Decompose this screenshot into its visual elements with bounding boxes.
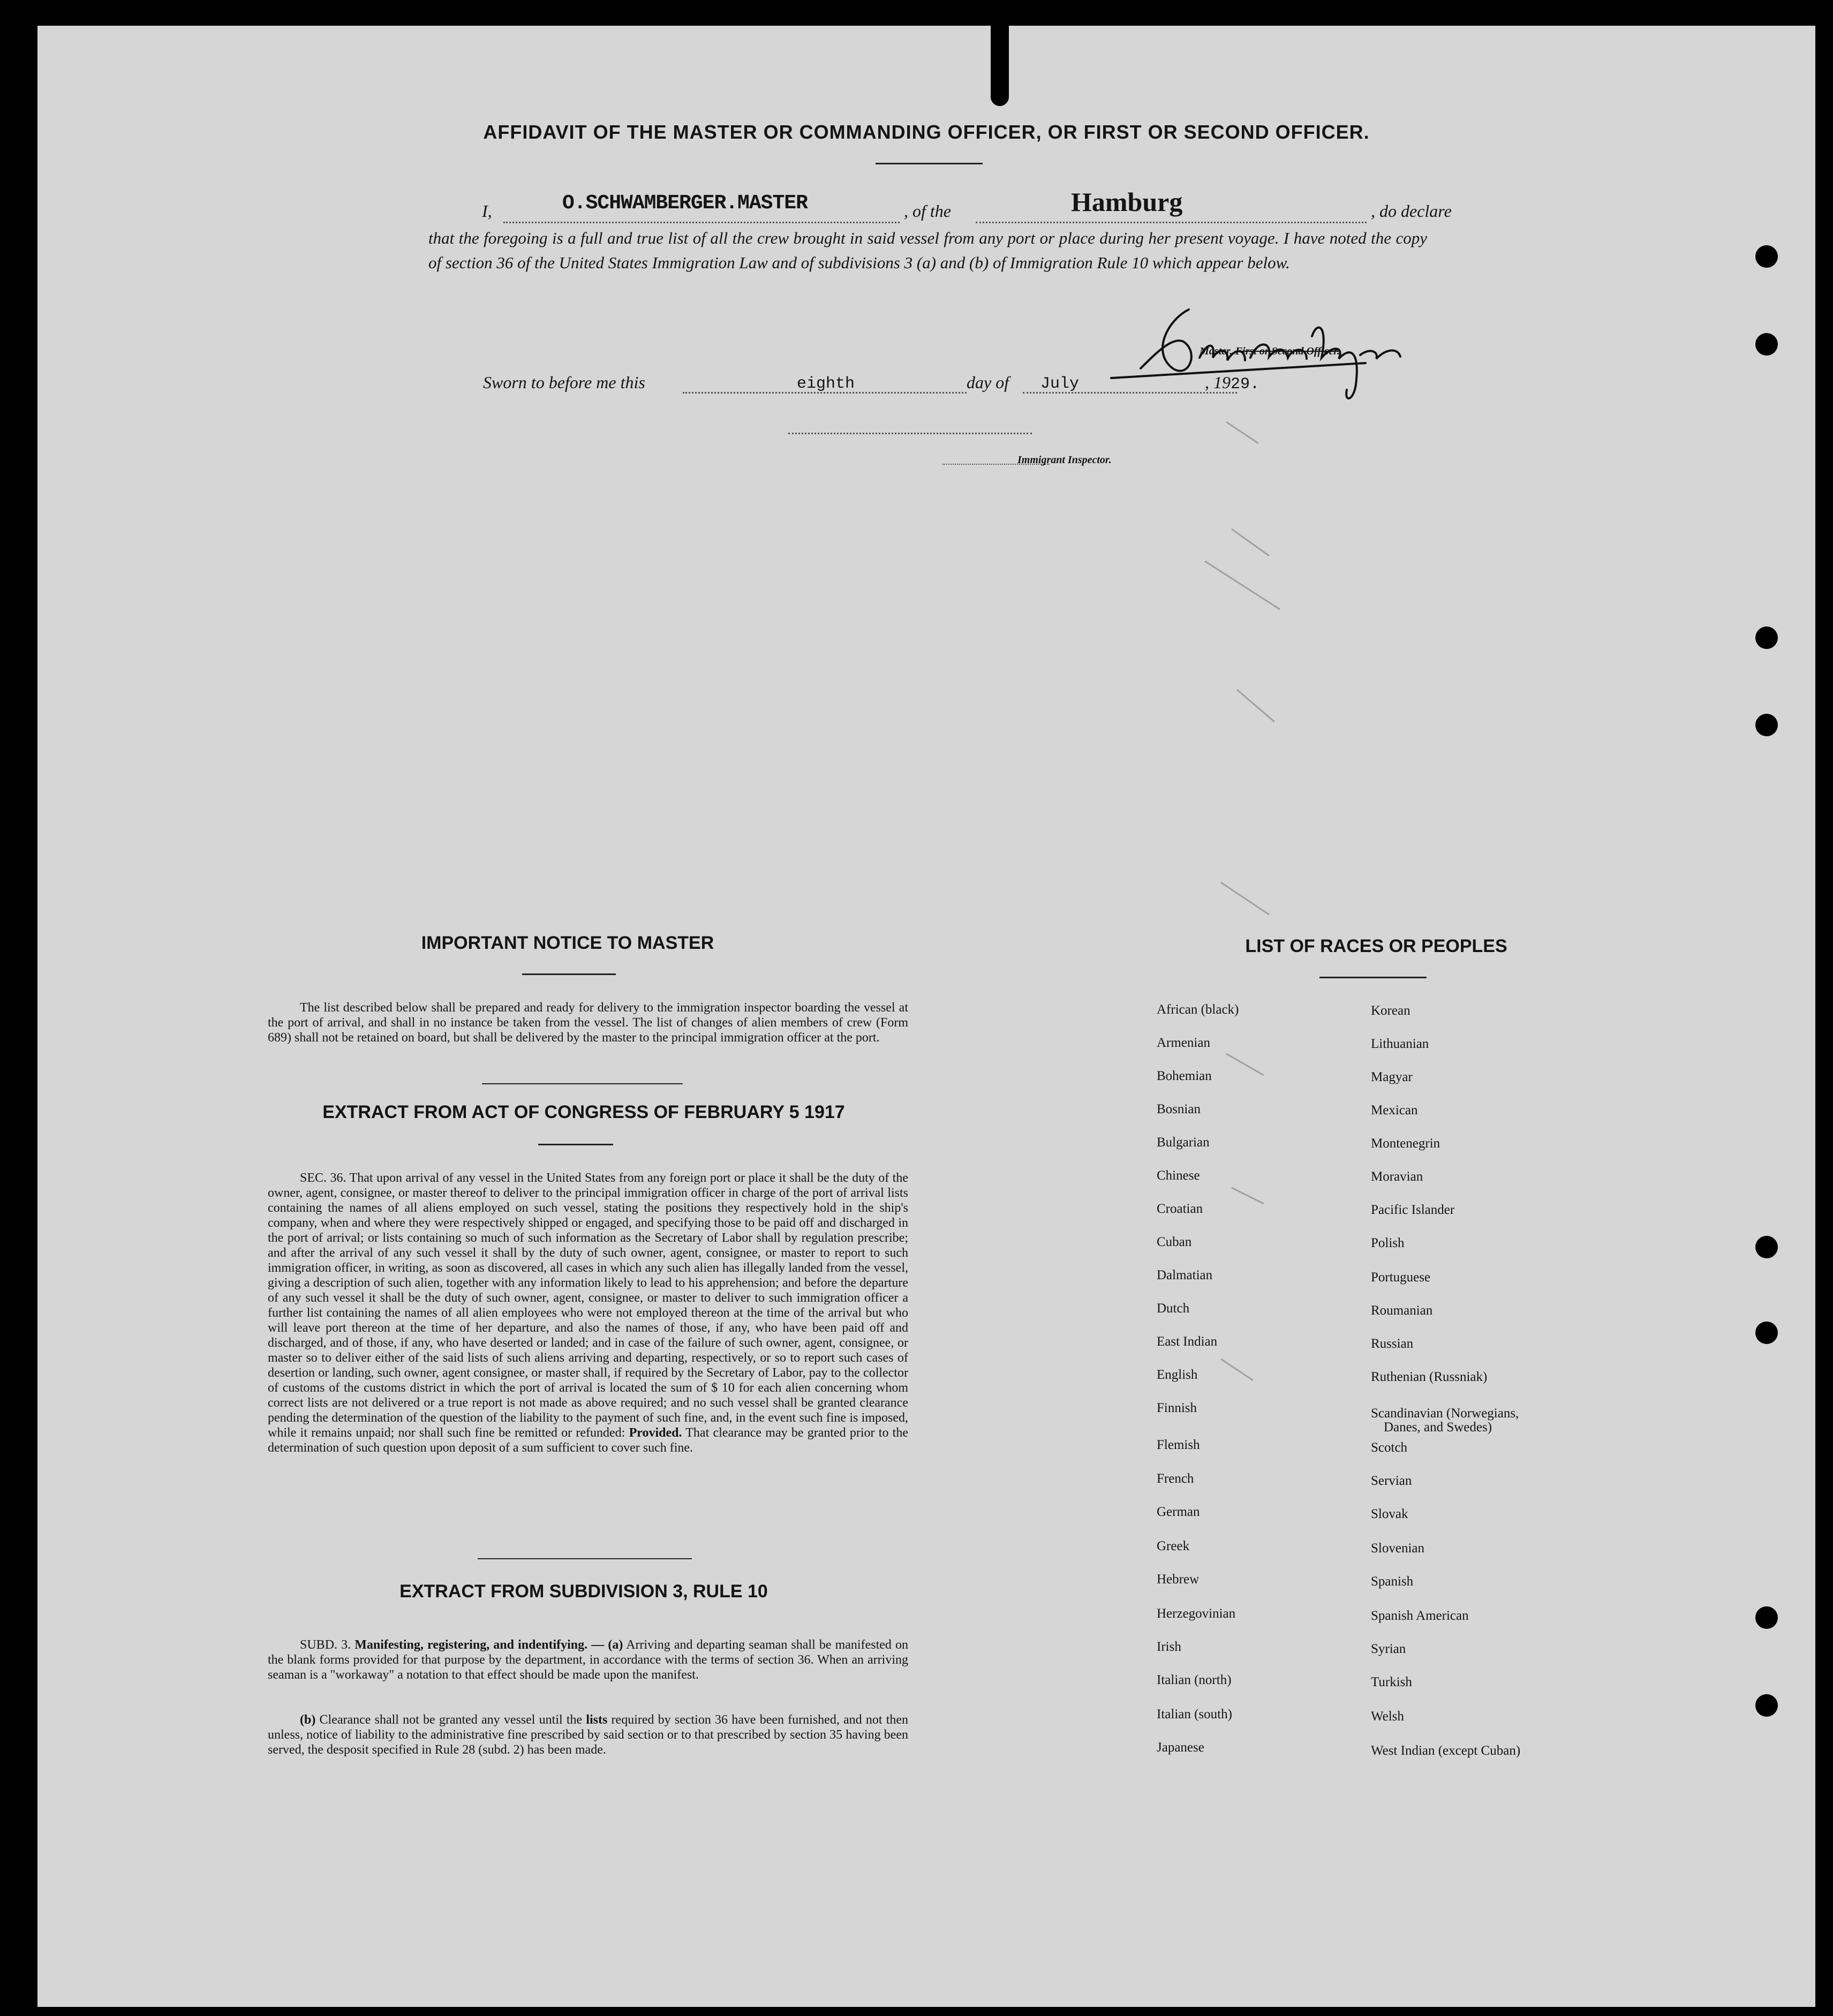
race-item: Spanish <box>1371 1574 1414 1589</box>
race-item: Welsh <box>1371 1709 1404 1724</box>
race-item: Cuban <box>1157 1235 1192 1249</box>
race-item: Ruthenian (Russniak) <box>1371 1370 1488 1384</box>
race-item: Roumanian <box>1371 1303 1433 1318</box>
race-item: Japanese <box>1157 1740 1204 1755</box>
notice-body: The list described below shall be prepared and ready for delivery to the immigration inspector boarding the vessel at the port of arrival, and shall in no instance be taken from the vessel. The list of changes of alien members of crew (Form 689) shall not be retained on board, but shall be delivered by the master to the principal immigration officer at the port. <box>268 1001 908 1045</box>
act-divider <box>478 1558 692 1559</box>
vessel-name-field: Hamburg <box>1071 187 1183 217</box>
race-item: Bulgarian <box>1157 1135 1210 1150</box>
race-item: Turkish <box>1371 1675 1412 1689</box>
title-underline <box>876 163 983 164</box>
act-body-end: That clearance may be granted prior to the determination of such question upon deposit of a sum sufficient to cover such fine. <box>268 1426 908 1455</box>
binder-hole <box>1755 626 1778 649</box>
year-suffix: 29. <box>1231 375 1260 394</box>
act-provided: Provided. <box>629 1426 682 1440</box>
race-item: Montenegrin <box>1371 1136 1440 1151</box>
year-prefix: , 19 <box>1205 373 1231 392</box>
race-item: African (black) <box>1157 1002 1239 1017</box>
race-item: Italian (south) <box>1157 1707 1232 1721</box>
race-item: Flemish <box>1157 1438 1200 1452</box>
race-item: Syrian <box>1371 1642 1406 1656</box>
notice-divider <box>482 1083 683 1084</box>
para-b-lists: lists <box>586 1713 608 1727</box>
para-b-text-2: required by section 36 have been furnished, and not then unless, notice of liability to the administrative fine prescribed by said section or to that prescribed by section 35 having been served, the desposit specified in Rule 28 (subd. 2) has been made. <box>268 1713 909 1757</box>
act-underline <box>538 1144 613 1145</box>
race-item: Lithuanian <box>1371 1037 1429 1051</box>
sworn-day-field: eighth <box>797 375 855 393</box>
inspector-label: Immigrant Inspector. <box>1017 454 1112 466</box>
race-item: English <box>1157 1368 1198 1382</box>
races-left-column <box>1157 26 1371 1900</box>
race-item: Danes, and Swedes) <box>1384 1420 1492 1434</box>
para-b-text-1: Clearance shall not be granted any vessel until the <box>319 1713 583 1727</box>
day-of-label: day of <box>967 373 1009 392</box>
inspector-signature-line <box>788 433 1032 434</box>
race-item: West Indian (except Cuban) <box>1371 1743 1521 1758</box>
act-title: EXTRACT FROM ACT OF CONGRESS OF FEBRUARY 5 1917 <box>322 1102 845 1122</box>
notice-underline <box>522 973 616 975</box>
race-item: Armenian <box>1157 1036 1210 1050</box>
race-item: Slovenian <box>1371 1541 1424 1556</box>
sworn-label: Sworn to before me this <box>483 373 645 392</box>
race-item: Italian (north) <box>1157 1673 1232 1687</box>
para-b-label: (b) <box>300 1713 316 1727</box>
race-item: Russian <box>1371 1337 1414 1351</box>
race-item: Mexican <box>1371 1103 1418 1118</box>
binder-hole <box>1755 714 1778 736</box>
race-item: Chinese <box>1157 1168 1200 1183</box>
subd-label: SUBD. 3. <box>300 1638 351 1652</box>
subdivision-para-b <box>268 1712 908 1757</box>
act-body <box>268 1171 908 1455</box>
race-item: Bohemian <box>1157 1069 1212 1083</box>
race-item: Bosnian <box>1157 1102 1201 1116</box>
subdivision-title: EXTRACT FROM SUBDIVISION 3, RULE 10 <box>399 1581 768 1602</box>
race-item: Hebrew <box>1157 1572 1200 1587</box>
sworn-month-field: July <box>1040 375 1080 393</box>
race-item: Greek <box>1157 1539 1190 1553</box>
binder-hole <box>1755 245 1778 268</box>
binder-hole <box>1755 333 1778 356</box>
race-item: Servian <box>1371 1474 1412 1488</box>
race-item: Herzegovinian <box>1157 1606 1236 1621</box>
race-item: Slovak <box>1371 1507 1408 1521</box>
affidavit-title: AFFIDAVIT OF THE MASTER OR COMMANDING OFFICER, OR FIRST OR SECOND OFFICER. <box>483 121 1370 143</box>
para-a-text: Arriving and departing seaman shall be manifested on the blank forms provided for that purpose by the department, in accordance with the terms of section 36. When an arriving seaman is a "workaway" a notation to that effect should be made upon the manifest. <box>268 1638 908 1682</box>
race-item: Pacific Islander <box>1371 1203 1455 1217</box>
race-item: Magyar <box>1371 1070 1413 1084</box>
races-title: LIST OF RACES OR PEOPLES <box>1245 936 1507 956</box>
subdivision-para-a <box>268 1637 908 1682</box>
act-body-text: SEC. 36. That upon arrival of any vessel in the United States from any foreign port or place it shall be the duty of the owner, agent, consignee, or master thereof to deliver to the principal immigration officer in charge of the port of arrival lists containing the names of all aliens employed on such vessel, stating the positions they respectively hold in the ship's company, when and where they were respectively shipped or engaged, and specifying those to be paid off and discharged in the port of arrival; or lists containing so much of such information as the Secretary of Labor shall by regulation prescribe; and after the arrival of any such vessel it shall by the duty of such owner, agent, consignee, or master to report to such immigration officer, in writing, as soon as discovered, all cases in which any such alien has illegally landed from the vessel, giving a description of such alien, together with any information likely to lead to his apprehension; and before the departure of any such vessel it shall be the duty of such owner, agent, consignee, or master to deliver to such immigration officer a further list containing the names of all alien employees who were not employed thereon at the time of the arrival but who will leave port thereon at the time of her departure, and also the names of those, if any, who have been paid off and discharged, and of those, if any, who have deserted or landed; and in case of the failure of such owner, agent, consignee, or master so to deliver either of the said lists of such aliens arriving and departing, respectively, or so to report such cases of desertion or landing, such owner, agent consignee, or master shall, if required by the Secretary of Labor, pay to the collector of customs of the customs district in which the port of arrival is located the sum of $ 10 for each alien concerning whom correct lists are not delivered or a true report is not made as above required; and no such vessel shall be granted clearance pending the determination of the question of the liability to the payment of such fine, and, in the event such fine is imposed, while it remains unpaid; nor shall such fine be remitted or refunded: <box>268 1171 908 1440</box>
races-right-column <box>1371 26 1639 1900</box>
declarant-label: I, <box>482 201 492 221</box>
race-item: East Indian <box>1157 1334 1218 1349</box>
race-item: French <box>1157 1471 1194 1486</box>
affidavit-body: that the foregoing is a full and true list of all the crew brought in said vessel from any port or place during her present voyage. I have noted the copy of section 36 of the United States Immigration Law and of subdivisions 3 (a) and (b) of Immigration Rule 10 which appear below. <box>428 229 1427 272</box>
of-the-label: , of the <box>904 201 951 221</box>
race-item: Polish <box>1371 1236 1405 1250</box>
race-item: Finnish <box>1157 1401 1197 1415</box>
race-item: Scotch <box>1371 1440 1408 1455</box>
race-item: Irish <box>1157 1640 1181 1654</box>
race-item: German <box>1157 1505 1200 1519</box>
race-item: Dalmatian <box>1157 1268 1213 1282</box>
race-item: Dutch <box>1157 1301 1190 1316</box>
signature-caption-struck: First or Second Officer. <box>1235 345 1340 357</box>
race-item: Portuguese <box>1371 1270 1431 1285</box>
document-page <box>37 26 1815 2007</box>
subd-heading: Manifesting, registering, and indentifying. <box>354 1638 588 1652</box>
race-item: Spanish American <box>1371 1609 1469 1623</box>
binder-hole <box>1755 1236 1778 1258</box>
binder-hole <box>1755 1322 1778 1344</box>
race-item: Scandinavian (Norwegians, <box>1371 1406 1519 1421</box>
race-item: Korean <box>1371 1003 1410 1018</box>
staple-mark <box>991 26 1009 106</box>
para-a-label: — (a) <box>591 1638 623 1652</box>
binder-hole <box>1755 1694 1778 1717</box>
binder-hole <box>1755 1606 1778 1629</box>
do-declare-label: , do declare <box>1371 201 1452 221</box>
signature-caption-master: Master, <box>1200 345 1233 357</box>
master-name-line <box>503 222 900 223</box>
master-name-field: O.SCHWAMBERGER.MASTER <box>562 192 808 215</box>
race-item: Croatian <box>1157 1202 1203 1216</box>
race-item: Moravian <box>1371 1169 1423 1184</box>
notice-title: IMPORTANT NOTICE TO MASTER <box>421 933 714 953</box>
